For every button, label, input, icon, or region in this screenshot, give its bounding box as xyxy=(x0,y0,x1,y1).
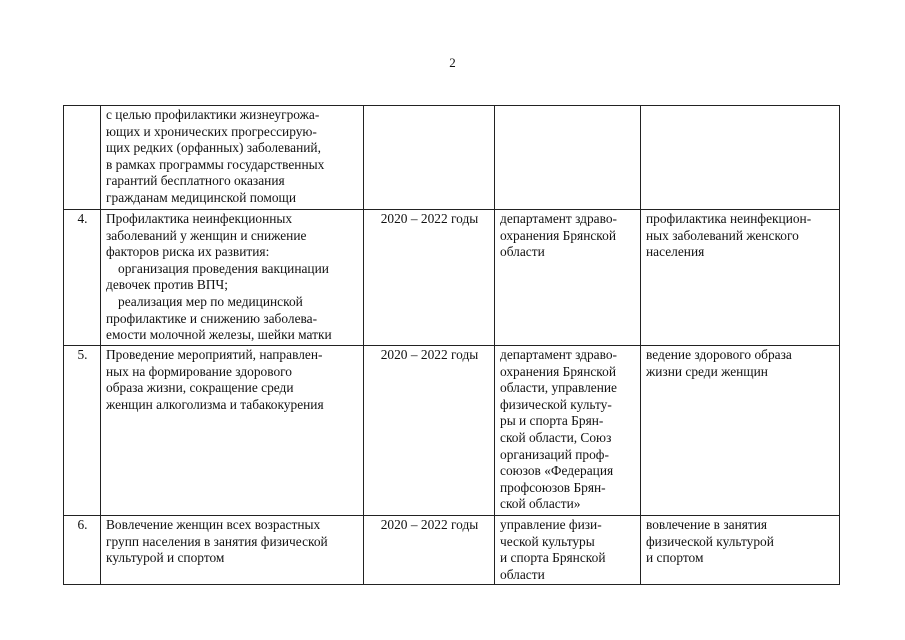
executor-line: департамент здраво- xyxy=(500,347,618,362)
measures-table xyxy=(63,105,840,585)
executor-line: и спорта Брянской xyxy=(500,550,606,566)
page-number: 2 xyxy=(449,55,456,70)
result-line: физической культурой xyxy=(646,533,774,549)
table-row xyxy=(64,210,840,346)
result-line: ных заболеваний женского xyxy=(646,227,799,243)
table-row xyxy=(64,346,840,516)
row-number-cell: 4. xyxy=(64,210,101,346)
executor-line: охранения Брянской xyxy=(500,227,616,243)
result-line: профилактика неинфекцион- xyxy=(646,211,812,226)
measure-line: Профилактика неинфекционных xyxy=(106,211,293,226)
measure-line: емости молочной железы, шейки матки xyxy=(106,327,332,343)
executor-line: области xyxy=(500,244,545,260)
executor-line: области, управление xyxy=(500,380,618,396)
result-line: вовлечение в занятия xyxy=(646,517,768,532)
executor-line: ческой культуры xyxy=(500,533,595,549)
row-number-cell: 6. xyxy=(64,516,101,585)
executor-line: ской области, Союз xyxy=(500,429,612,445)
executor-cell xyxy=(495,516,641,585)
measure-line: Вовлечение женщин всех возрастных xyxy=(106,517,321,532)
executor-cell xyxy=(495,210,641,346)
row-number-cell xyxy=(64,106,101,210)
measure-line: гарантий бесплатного оказания xyxy=(106,173,285,189)
measure-line: девочек против ВПЧ; xyxy=(106,277,228,293)
term-cell: 2020 – 2022 годы xyxy=(364,210,495,346)
executor-line: физической культу- xyxy=(500,396,612,412)
measure-cell xyxy=(101,210,364,346)
measure-line: групп населения в занятия физической xyxy=(106,533,328,549)
executor-line: организаций проф- xyxy=(500,446,609,462)
executor-line: управление физи- xyxy=(500,517,602,532)
measure-line: ных на формирование здорового xyxy=(106,363,292,379)
executor-line: охранения Брянской xyxy=(500,363,616,379)
measure-line: гражданам медицинской помощи xyxy=(106,189,297,205)
measure-line: с целью профилактики жизнеугрожа- xyxy=(106,107,320,122)
measure-line: в рамках программы государственных xyxy=(106,156,325,172)
measure-line: реализация мер по медицинской xyxy=(118,293,303,309)
table-row xyxy=(64,106,840,210)
measure-line: женщин алкоголизма и табакокурения xyxy=(106,396,324,412)
measure-line: заболеваний у женщин и снижение xyxy=(106,227,307,243)
executor-cell xyxy=(495,346,641,516)
term-cell: 2020 – 2022 годы xyxy=(364,346,495,516)
result-cell xyxy=(641,346,840,516)
executor-line: союзов «Федерация xyxy=(500,463,614,479)
term-cell: 2020 – 2022 годы xyxy=(364,516,495,585)
result-line: населения xyxy=(646,244,705,260)
executor-line: департамент здраво- xyxy=(500,211,618,226)
result-cell xyxy=(641,106,840,210)
measure-cell xyxy=(101,346,364,516)
measure-cell xyxy=(101,516,364,585)
result-line: и спортом xyxy=(646,550,704,566)
measure-line: профилактике и снижению заболева- xyxy=(106,310,318,326)
term-cell xyxy=(364,106,495,210)
table-row xyxy=(64,516,840,585)
result-line: ведение здорового образа xyxy=(646,347,792,362)
executor-line: ской области» xyxy=(500,496,581,512)
row-number-cell: 5. xyxy=(64,346,101,516)
result-line: жизни среди женщин xyxy=(646,363,768,379)
measure-line: организация проведения вакцинации xyxy=(118,260,329,276)
executor-cell xyxy=(495,106,641,210)
measure-line: ющих и хронических прогрессирую- xyxy=(106,123,317,139)
measure-line: Проведение мероприятий, направлен- xyxy=(106,347,323,362)
measure-cell xyxy=(101,106,364,210)
executor-line: профсоюзов Брян- xyxy=(500,479,606,495)
measure-line: образа жизни, сокращение среди xyxy=(106,380,294,396)
executor-line: ры и спорта Брян- xyxy=(500,413,604,429)
measure-line: щих редких (орфанных) заболеваний, xyxy=(106,140,321,156)
result-cell xyxy=(641,516,840,585)
result-cell xyxy=(641,210,840,346)
executor-line: области xyxy=(500,566,545,582)
measure-line: факторов риска их развития: xyxy=(106,244,270,260)
measure-line: культурой и спортом xyxy=(106,550,225,566)
